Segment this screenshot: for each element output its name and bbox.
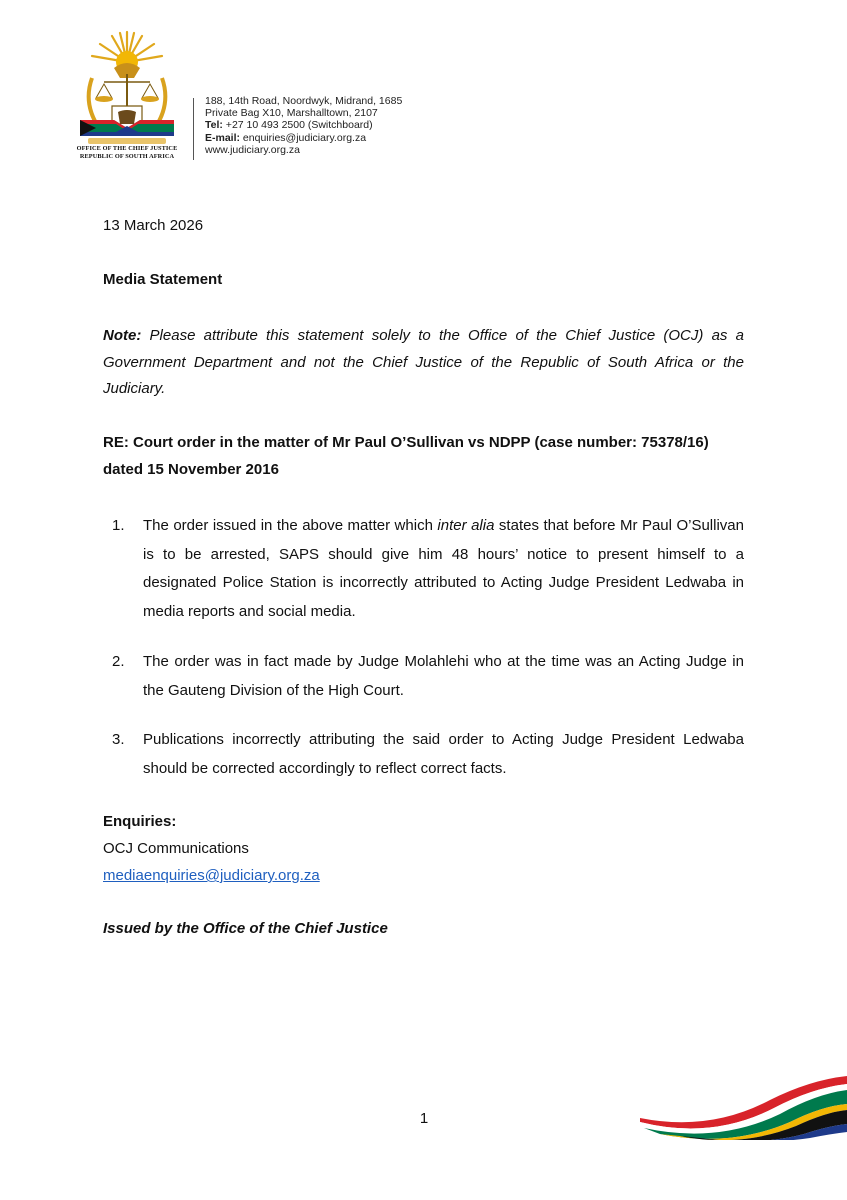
list-item-text — [143, 512, 744, 626]
list-item-text: The order was in fact made by Judge Molahlehi who at the time was an Acting Judge in the Gauteng Division of the High Court. — [143, 653, 744, 699]
note-text: Please attribute this statement solely to the Office of the Chief Justice (OCJ) as a Government Department and not the Chief Justice of the Republic of South Africa or the Judiciary. — [103, 327, 744, 397]
email-label: E-mail: — [205, 131, 241, 144]
list-item-text-part: states that before Mr Paul O’Sullivan is to be arrested, SAPS should give him 48 hours’ notice to present himself to a designated Police Station is incorrectly attributed to Acting Judge President Ledwaba in media reports and social media. — [143, 517, 744, 620]
statement-heading: Media Statement — [103, 271, 223, 288]
issued-by: Issued by the Office of the Chief Justice — [103, 920, 388, 937]
enquiries-email-link[interactable]: mediaenquiries@judiciary.org.za — [103, 867, 320, 884]
address-line1: 188, 14th Road, Noordwyk, Midrand, 1685 — [205, 95, 403, 107]
website-line: www.judiciary.org.za — [205, 143, 300, 156]
address-block — [205, 95, 402, 156]
note-label: Note: — [103, 327, 142, 344]
page-number: 1 — [419, 1110, 429, 1127]
email-line — [205, 132, 402, 144]
subject-line: RE: Court order in the matter of Mr Paul O’Sullivan vs NDPP (case number: 75378/16) dated 15 November 2016 — [103, 434, 709, 478]
attribution-note — [103, 323, 744, 403]
telephone-line — [205, 119, 402, 131]
list-item-number: 2. — [112, 653, 125, 670]
enquiries-contact-name: OCJ Communications — [103, 840, 249, 857]
enquiries-heading: Enquiries: — [103, 813, 177, 830]
list-item-number: 1. — [112, 517, 125, 534]
list-item-number: 3. — [112, 731, 125, 748]
list-item-text-part: The order issued in the above matter which — [143, 517, 438, 534]
tel-label: Tel: — [205, 119, 223, 132]
header-divider — [193, 98, 194, 160]
tel-value: +27 10 493 2500 (Switchboard) — [222, 119, 373, 132]
list-item-text: Publications incorrectly attributing the said order to Acting Judge President Ledwaba should be corrected accordingly to reflect correct facts. — [143, 731, 744, 777]
coat-of-arms-emblem — [74, 28, 180, 146]
coat-of-arms-logo — [74, 28, 180, 162]
list-item-text-italic: inter alia — [437, 517, 495, 534]
office-name-line2: REPUBLIC OF SOUTH AFRICA — [79, 153, 175, 160]
flag-swoosh-decoration — [640, 1070, 847, 1140]
statement-date: 13 March 2026 — [103, 217, 204, 234]
address-line2: Private Bag X10, Marshalltown, 2107 — [205, 107, 378, 120]
office-name — [72, 145, 182, 161]
email-value: enquiries@judiciary.org.za — [240, 131, 367, 144]
office-name-line1: OFFICE OF THE CHIEF JUSTICE — [76, 145, 178, 152]
